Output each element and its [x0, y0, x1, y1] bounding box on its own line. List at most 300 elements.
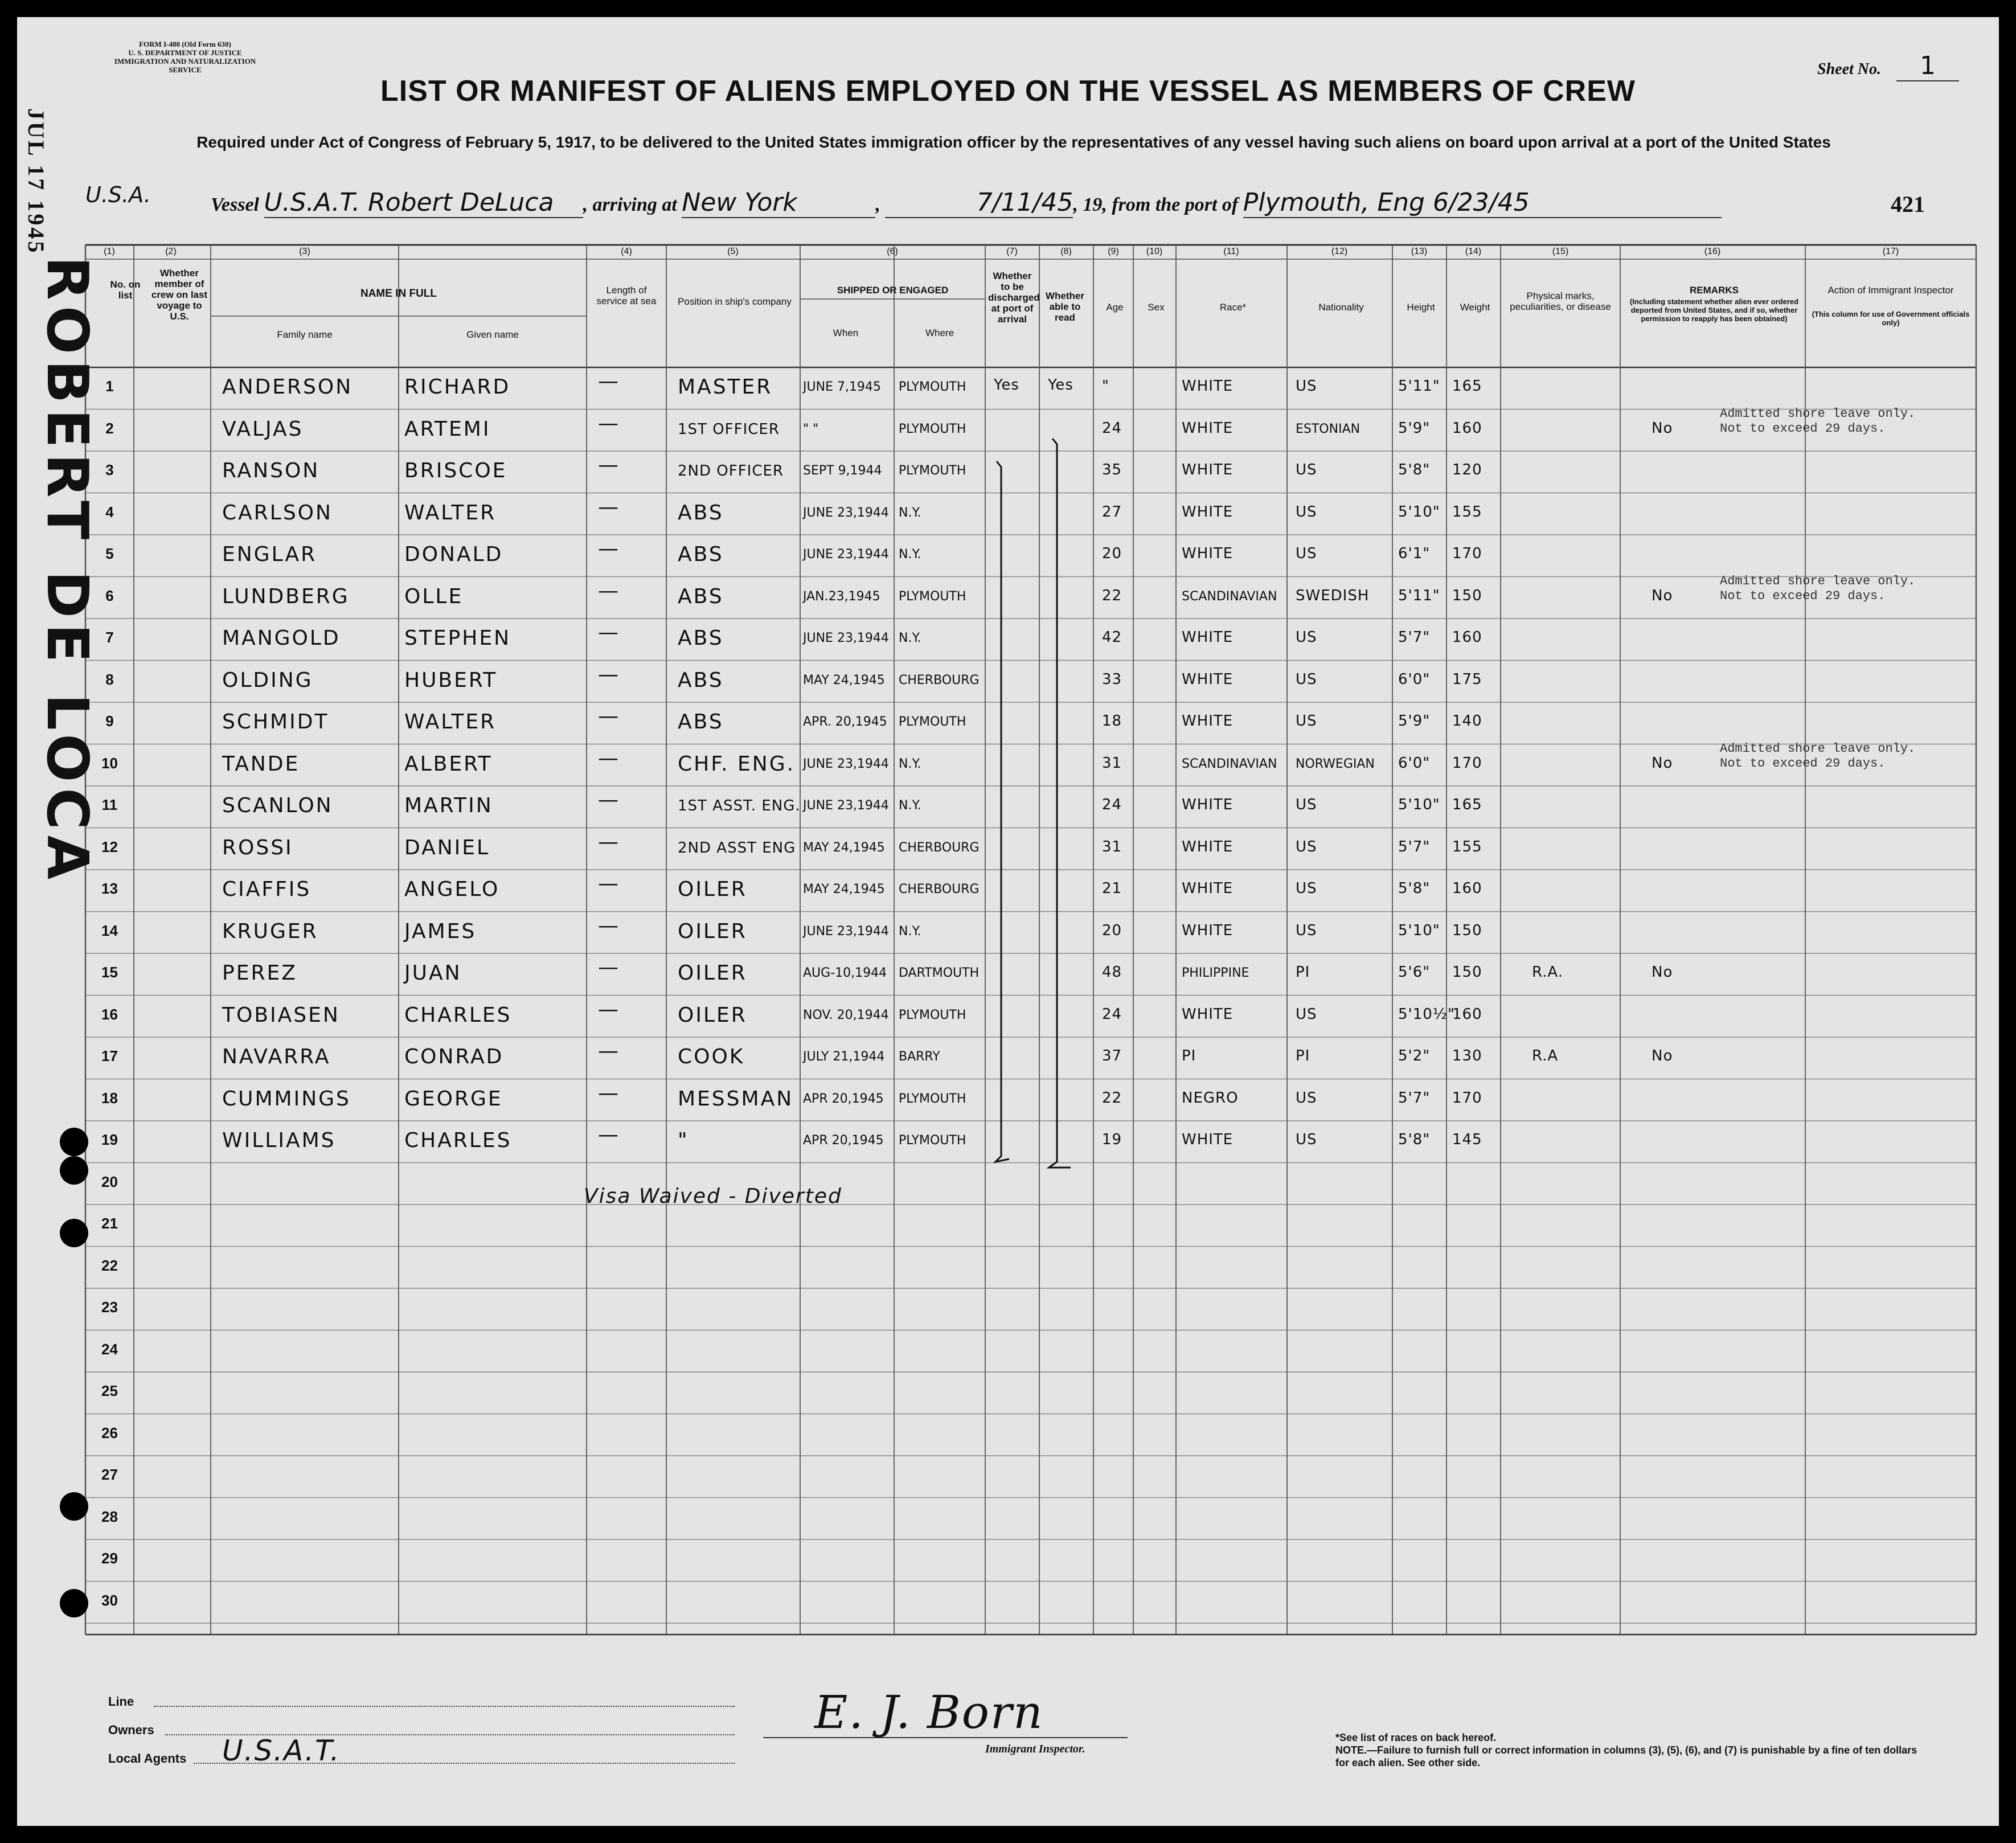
- shipped-where: CHERBOURG: [899, 840, 980, 855]
- row-number: 7: [105, 629, 114, 646]
- length-of-service: —: [598, 495, 620, 519]
- shipped-where: PLYMOUTH: [899, 464, 966, 478]
- family-name: OLDING: [222, 668, 313, 692]
- column-number: (17): [1882, 247, 1899, 256]
- weight-value: 155: [1452, 838, 1482, 855]
- nationality-value: US: [1296, 712, 1317, 730]
- position: OILER: [678, 878, 747, 901]
- weight-value: 175: [1452, 670, 1482, 688]
- row-number: 23: [101, 1299, 118, 1316]
- nationality-value: US: [1296, 880, 1317, 897]
- age-value: 35: [1102, 461, 1122, 478]
- position: 1ST OFFICER: [678, 420, 780, 438]
- race-value: NEGRO: [1182, 1089, 1239, 1107]
- row-number: 11: [101, 796, 118, 813]
- header-given-name: Given name: [466, 329, 519, 340]
- weight-value: 150: [1452, 587, 1482, 604]
- margin-vessel-name: ROBERT DE LOCA: [34, 256, 101, 886]
- age-value: 31: [1102, 754, 1122, 772]
- row-number: 25: [101, 1382, 118, 1399]
- stamp-line: Not to exceed 29 days.: [1720, 588, 1886, 603]
- position: OILER: [678, 919, 747, 943]
- family-name: TANDE: [222, 752, 300, 776]
- form-number: FORM I-480 (Old Form 630): [139, 40, 231, 48]
- race-value: PHILIPPINE: [1182, 966, 1249, 980]
- shipped-when: MAY 24,1945: [803, 882, 885, 896]
- position: MASTER: [678, 375, 773, 399]
- nationality-value: US: [1296, 503, 1317, 521]
- given-name: HUBERT: [404, 668, 498, 692]
- weight-value: 170: [1452, 1089, 1482, 1107]
- race-value: SCANDINAVIAN: [1182, 756, 1277, 771]
- family-name: CIAFFIS: [222, 878, 312, 901]
- from-port-value: Plymouth, Eng 6/23/45: [1243, 188, 1722, 218]
- race-value: WHITE: [1182, 880, 1234, 897]
- position: ABS: [678, 501, 724, 525]
- position: 2ND ASST ENG: [678, 839, 796, 857]
- height-value: 6'1": [1398, 545, 1431, 562]
- header-race: Race*: [1219, 302, 1247, 313]
- shipped-where: CHERBOURG: [899, 882, 980, 896]
- weight-value: 155: [1452, 503, 1482, 521]
- row-number: 26: [101, 1424, 118, 1441]
- weight-value: 170: [1452, 545, 1482, 562]
- given-name: ARTEMI: [404, 417, 491, 441]
- sheet-number-label: Sheet No.: [1817, 60, 1881, 78]
- shipped-when: APR 20,1945: [803, 1133, 884, 1148]
- column-number: (16): [1704, 247, 1721, 256]
- given-name: MARTIN: [404, 794, 493, 817]
- height-value: 5'10": [1398, 503, 1440, 521]
- age-value: 21: [1102, 880, 1122, 897]
- shipped-when: AUG-10,1944: [803, 966, 887, 980]
- header-member-last-voyage: Whether member of crew on last voyage to U.S.: [151, 268, 208, 322]
- row-number: 15: [101, 964, 118, 981]
- header-sex: Sex: [1148, 302, 1165, 313]
- family-name: VALJAS: [222, 417, 304, 441]
- weight-value: 120: [1452, 461, 1482, 478]
- position: ABS: [678, 543, 724, 566]
- weight-value: 160: [1452, 1005, 1482, 1023]
- height-value: 5'9": [1398, 419, 1431, 437]
- race-value: WHITE: [1182, 922, 1234, 939]
- family-name: TOBIASEN: [222, 1003, 340, 1027]
- age-value: 24: [1102, 419, 1122, 437]
- given-name: OLLE: [404, 584, 464, 608]
- nationality-value: US: [1296, 670, 1317, 688]
- age-value: 20: [1102, 545, 1122, 562]
- shipped-when: " ": [803, 421, 819, 436]
- length-of-service: —: [598, 537, 620, 560]
- stamp-line: Not to exceed 29 days.: [1720, 756, 1886, 771]
- shipped-when: JUNE 23,1944: [803, 631, 889, 645]
- stamp-line: Admitted shore leave only.: [1720, 406, 1916, 421]
- visa-waived-note: Visa Waived - Diverted: [584, 1185, 842, 1208]
- shipped-where: CHERBOURG: [899, 673, 980, 687]
- weight-value: 150: [1452, 964, 1482, 981]
- age-value: 20: [1102, 922, 1122, 939]
- race-value: WHITE: [1182, 670, 1234, 688]
- shipped-when: JULY 21,1944: [803, 1050, 885, 1064]
- weight-value: 165: [1452, 378, 1482, 395]
- stamp-line: Admitted shore leave only.: [1720, 741, 1916, 756]
- header-able-to-read: Whether able to read: [1046, 290, 1084, 323]
- age-value: 27: [1102, 503, 1122, 521]
- row-number: 9: [105, 712, 114, 730]
- shipped-where: PLYMOUTH: [899, 715, 966, 729]
- height-value: 5'10½": [1398, 1005, 1455, 1023]
- row-number: 21: [101, 1215, 118, 1232]
- remarks-value: No: [1652, 419, 1673, 437]
- given-name: JAMES: [404, 919, 477, 943]
- weight-value: 150: [1452, 922, 1482, 939]
- able-to-read-value: Yes: [1048, 376, 1073, 394]
- race-value: PI: [1182, 1047, 1197, 1064]
- vessel-label: Vessel: [211, 194, 259, 215]
- given-name: CHARLES: [404, 1129, 512, 1152]
- given-name: RICHARD: [404, 375, 511, 399]
- shipped-where: N.Y.: [899, 505, 921, 520]
- given-name: WALTER: [404, 501, 497, 525]
- race-value: WHITE: [1182, 545, 1234, 562]
- length-of-service: —: [598, 872, 620, 895]
- family-name: MANGOLD: [222, 626, 341, 650]
- footer-agents-value: U.S.A.T.: [222, 1734, 341, 1767]
- stamp-line: Admitted shore leave only.: [1720, 574, 1916, 588]
- page-title: LIST OR MANIFEST OF ALIENS EMPLOYED ON THE VESSEL AS MEMBERS OF CREW: [380, 75, 1636, 108]
- stamp-line: Not to exceed 29 days.: [1720, 421, 1886, 436]
- shipped-where: N.Y.: [899, 547, 921, 562]
- race-value: WHITE: [1182, 461, 1234, 478]
- remarks-value: No: [1652, 964, 1673, 981]
- row-number: 5: [105, 545, 114, 562]
- footer-owners-label: Owners: [108, 1723, 154, 1737]
- shipped-when: JUNE 23,1944: [803, 756, 889, 771]
- column-number: (2): [165, 247, 177, 256]
- height-value: 5'11": [1398, 587, 1440, 604]
- column-number: (15): [1552, 247, 1569, 256]
- nationality-value: US: [1296, 378, 1317, 395]
- row-number: 30: [101, 1591, 118, 1609]
- shipped-where: N.Y.: [899, 631, 921, 645]
- height-value: 5'9": [1398, 712, 1431, 730]
- given-name: CONRAD: [404, 1045, 504, 1068]
- header-remarks-note: (Including statement whether alien ever ordered deported from United States, and if so, whether permission to reapply has been obtained): [1629, 297, 1799, 323]
- shipped-when: JUNE 23,1944: [803, 798, 889, 813]
- family-name: ENGLAR: [222, 543, 317, 566]
- inspector-signature: E. J. Born: [814, 1686, 1044, 1739]
- race-value: WHITE: [1182, 796, 1234, 813]
- age-value: 24: [1102, 1005, 1122, 1023]
- footer-line-label: Line: [108, 1694, 134, 1709]
- length-of-service: —: [598, 1123, 620, 1146]
- length-of-service: —: [598, 997, 620, 1021]
- shipped-where: N.Y.: [899, 756, 921, 771]
- length-of-service: —: [598, 662, 620, 686]
- row-number: 27: [101, 1466, 118, 1483]
- shipped-when: JUNE 23,1944: [803, 924, 889, 939]
- footer-line-field: [154, 1706, 735, 1707]
- row-number: 28: [101, 1508, 118, 1525]
- race-value: WHITE: [1182, 1131, 1234, 1148]
- race-value: WHITE: [1182, 419, 1234, 437]
- nationality-value: US: [1296, 838, 1317, 855]
- column-number: (14): [1465, 247, 1482, 256]
- nationality-value: US: [1296, 796, 1317, 813]
- height-value: 5'8": [1398, 880, 1431, 897]
- race-value: WHITE: [1182, 503, 1234, 521]
- length-of-service: —: [598, 1039, 620, 1063]
- races-note: *See list of races on back hereof.: [1335, 1732, 1497, 1743]
- row-number: 3: [105, 461, 114, 478]
- column-number: (11): [1223, 247, 1239, 256]
- from-port-label: , from the port of: [1102, 194, 1239, 215]
- family-name: SCANLON: [222, 794, 333, 817]
- footer-agents-label: Local Agents: [108, 1751, 187, 1766]
- arriving-port-value: New York: [682, 188, 875, 218]
- family-name: KRUGER: [222, 919, 318, 943]
- height-value: 5'11": [1398, 378, 1440, 395]
- shipped-when: SEPT 9,1944: [803, 464, 882, 478]
- nationality-value: US: [1296, 1089, 1317, 1107]
- column-number: (3): [299, 247, 310, 256]
- weight-value: 140: [1452, 712, 1482, 730]
- row-number: 10: [101, 754, 118, 772]
- row-number: 1: [105, 378, 114, 395]
- remarks-value: No: [1652, 587, 1673, 604]
- weight-value: 160: [1452, 419, 1482, 437]
- position: ABS: [678, 584, 724, 608]
- date-stamp: JUL 17 1945: [23, 108, 49, 255]
- column-number: (5): [727, 247, 739, 256]
- row-number: 2: [105, 419, 114, 437]
- margin-usa-note: U.S.A.: [85, 182, 151, 207]
- column-number: (9): [1108, 247, 1119, 256]
- arrival-date-value: 7/11/45: [885, 188, 1073, 218]
- family-name: WILLIAMS: [222, 1129, 336, 1152]
- shipped-when: JUNE 23,1944: [803, 505, 889, 520]
- position: 1ST ASST. ENG.: [678, 797, 801, 814]
- row-number: 19: [101, 1131, 118, 1148]
- header-when: When: [833, 327, 859, 338]
- column-number: (12): [1331, 247, 1348, 256]
- given-name: DONALD: [404, 543, 503, 566]
- row-number: 20: [101, 1173, 118, 1190]
- given-name: ALBERT: [404, 752, 493, 776]
- row-number: 6: [105, 587, 114, 604]
- length-of-service: —: [598, 1081, 620, 1105]
- race-value: WHITE: [1182, 378, 1234, 395]
- column-number: (13): [1411, 247, 1428, 256]
- vessel-name-value: U.S.A.T. Robert DeLuca: [264, 188, 583, 218]
- shipped-where: PLYMOUTH: [899, 421, 966, 436]
- length-of-service: —: [598, 705, 620, 728]
- race-value: WHITE: [1182, 629, 1234, 646]
- nationality-value: US: [1296, 1131, 1317, 1148]
- column-number: (6): [887, 247, 898, 256]
- weight-value: 145: [1452, 1131, 1482, 1148]
- discharged-value: Yes: [994, 376, 1019, 394]
- remarks-value: No: [1652, 754, 1673, 772]
- age-value: 19: [1102, 1131, 1122, 1148]
- header-height: Height: [1407, 302, 1435, 313]
- family-name: NAVARRA: [222, 1045, 331, 1068]
- shipped-when: APR 20,1945: [803, 1091, 884, 1106]
- header-nationality: Nationality: [1318, 302, 1364, 313]
- header-name-in-full: NAME IN FULL: [360, 288, 437, 300]
- nationality-value: US: [1296, 922, 1317, 939]
- shipped-where: PLYMOUTH: [899, 380, 966, 394]
- family-name: RANSON: [222, 459, 320, 482]
- given-name: BRISCOE: [404, 459, 507, 482]
- height-value: 5'8": [1398, 1131, 1431, 1148]
- given-name: STEPHEN: [404, 626, 511, 650]
- age-value: 22: [1102, 587, 1122, 604]
- nationality-value: PI: [1296, 1047, 1310, 1064]
- shipped-where: N.Y.: [899, 924, 921, 939]
- row-number: 13: [101, 880, 118, 897]
- given-name: GEORGE: [404, 1087, 503, 1111]
- given-name: CHARLES: [404, 1003, 512, 1027]
- row-number: 22: [101, 1256, 118, 1274]
- height-value: 5'7": [1398, 838, 1431, 855]
- age-value: 33: [1102, 670, 1122, 688]
- header-length-of-service: Length of service at sea: [596, 285, 657, 306]
- shipped-when: JUNE 23,1944: [803, 547, 889, 562]
- height-value: 5'10": [1398, 922, 1440, 939]
- position: OILER: [678, 961, 747, 985]
- age-value: 22: [1102, 1089, 1122, 1107]
- service-name: IMMIGRATION AND NATURALIZATION SERVICE: [114, 57, 256, 74]
- race-value: WHITE: [1182, 838, 1234, 855]
- position: OILER: [678, 1003, 747, 1027]
- length-of-service: —: [598, 411, 620, 435]
- header-discharged: Whether to be discharged at port of arrival: [988, 271, 1040, 325]
- height-value: 5'10": [1398, 796, 1440, 813]
- height-value: 5'7": [1398, 629, 1431, 646]
- row-number: 4: [105, 503, 114, 521]
- length-of-service: —: [598, 914, 620, 937]
- nationality-value: PI: [1296, 964, 1310, 981]
- year-label: , 19: [1073, 194, 1103, 215]
- header-no-on-list: No. on list: [110, 279, 141, 301]
- family-name: PEREZ: [222, 961, 297, 985]
- race-value: WHITE: [1182, 712, 1234, 730]
- family-name: SCHMIDT: [222, 710, 329, 734]
- position: 2ND OFFICER: [678, 462, 784, 480]
- position: ABS: [678, 626, 724, 650]
- weight-value: 160: [1452, 880, 1482, 897]
- length-of-service: —: [598, 788, 620, 812]
- height-value: 6'0": [1398, 754, 1431, 772]
- weight-value: 160: [1452, 629, 1482, 646]
- shipped-where: PLYMOUTH: [899, 1133, 966, 1148]
- given-name: DANIEL: [404, 836, 490, 859]
- row-number: 16: [101, 1005, 118, 1023]
- arriving-label: , arriving at: [583, 194, 677, 215]
- shipped-when: JUNE 7,1945: [803, 380, 881, 394]
- family-name: ROSSI: [222, 836, 293, 859]
- physical-marks-value: R.A: [1532, 1047, 1559, 1064]
- age-value: 18: [1102, 712, 1122, 730]
- height-value: 5'8": [1398, 461, 1431, 478]
- header-shipped-or-engaged: SHIPPED OR ENGAGED: [837, 285, 949, 296]
- height-value: 5'7": [1398, 1089, 1431, 1107]
- nationality-value: ESTONIAN: [1296, 421, 1361, 436]
- row-number: 12: [101, 838, 118, 855]
- race-value: WHITE: [1182, 1005, 1234, 1023]
- shipped-when: MAY 24,1945: [803, 840, 885, 855]
- header-physical-marks: Physical marks, peculiarities, or disease: [1510, 290, 1611, 312]
- shipped-when: NOV. 20,1944: [803, 1007, 889, 1022]
- family-name: LUNDBERG: [222, 584, 350, 608]
- column-number: (8): [1060, 247, 1072, 256]
- nationality-value: SWEDISH: [1296, 587, 1370, 604]
- header-inspector-action-note: (This column for use of Government officials only): [1812, 310, 1970, 327]
- age-value: 37: [1102, 1047, 1122, 1064]
- length-of-service: —: [598, 370, 620, 393]
- nationality-value: US: [1296, 461, 1317, 478]
- given-name: WALTER: [404, 710, 497, 734]
- nationality-value: NORWEGIAN: [1296, 756, 1375, 771]
- header-position: Position in ship's company: [678, 296, 792, 307]
- row-number: 17: [101, 1047, 118, 1064]
- remarks-value: No: [1652, 1047, 1673, 1064]
- shipped-when: JAN.23,1945: [803, 589, 880, 604]
- ditto-brackets: [17, 17, 1999, 1826]
- length-of-service: —: [598, 579, 620, 603]
- shipped-where: PLYMOUTH: [899, 1007, 966, 1022]
- header-remarks: REMARKS: [1690, 285, 1739, 296]
- row-number: 29: [101, 1550, 118, 1567]
- header-where: Where: [925, 327, 954, 338]
- column-number: (4): [621, 247, 632, 256]
- weight-value: 130: [1452, 1047, 1482, 1064]
- position: CHF. ENG.: [678, 752, 796, 776]
- height-value: 6'0": [1398, 670, 1431, 688]
- age-value: 42: [1102, 629, 1122, 646]
- position: COOK: [678, 1045, 745, 1068]
- nationality-value: US: [1296, 629, 1317, 646]
- shipped-where: DARTMOUTH: [899, 966, 980, 980]
- given-name: JUAN: [404, 961, 462, 985]
- column-number: (10): [1146, 247, 1163, 256]
- height-value: 5'6": [1398, 964, 1431, 981]
- age-value: 24: [1102, 796, 1122, 813]
- shipped-where: BARRY: [899, 1050, 940, 1064]
- length-of-service: —: [598, 830, 620, 854]
- column-number: (7): [1006, 247, 1018, 256]
- shipped-when: APR. 20,1945: [803, 715, 887, 729]
- shipped-when: MAY 24,1945: [803, 673, 885, 687]
- weight-value: 165: [1452, 796, 1482, 813]
- race-value: SCANDINAVIAN: [1182, 589, 1277, 604]
- length-of-service: —: [598, 746, 620, 770]
- manifest-sheet: [17, 17, 1999, 1826]
- shipped-where: PLYMOUTH: [899, 589, 966, 604]
- age-value: 48: [1102, 964, 1122, 981]
- length-of-service: —: [598, 956, 620, 979]
- age-value: ": [1102, 378, 1109, 395]
- row-number: 24: [101, 1340, 118, 1358]
- row-number: 18: [101, 1089, 118, 1107]
- position: ABS: [678, 668, 724, 692]
- shipped-where: N.Y.: [899, 798, 921, 813]
- nationality-value: US: [1296, 1005, 1317, 1023]
- header-family-name: Family name: [277, 329, 333, 340]
- position: MESSMAN: [678, 1087, 794, 1111]
- header-inspector-action: Action of Immigrant Inspector: [1827, 285, 1954, 296]
